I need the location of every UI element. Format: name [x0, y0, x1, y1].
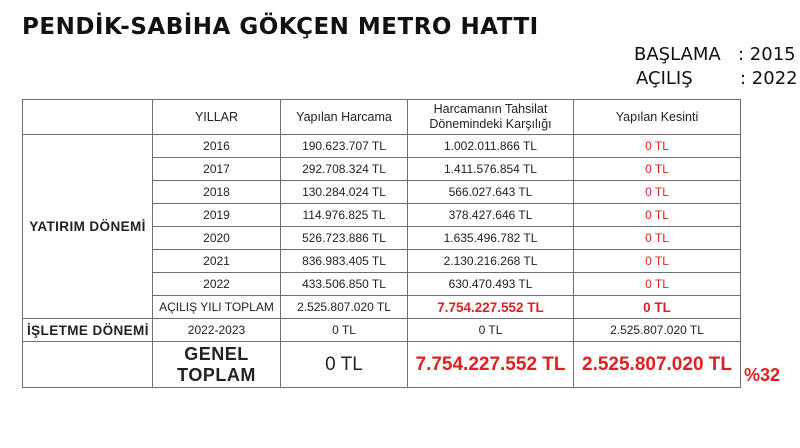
investment-period-label: YATIRIM DÖNEMİ [23, 135, 153, 319]
spending-cell: 526.723.886 TL [281, 227, 408, 250]
opening-total-collection: 7.754.227.552 TL [408, 296, 574, 319]
spending-cell: 836.983.405 TL [281, 250, 408, 273]
collection-cell: 2.130.216.268 TL [408, 250, 574, 273]
grand-total-collection: 7.754.227.552 TL [408, 342, 574, 388]
opening-total-label: AÇILIŞ YILI TOPLAM [153, 296, 281, 319]
year-cell: 2020 [153, 227, 281, 250]
header-years: YILLAR [153, 100, 281, 135]
deduction-cell: 0 TL [574, 273, 741, 296]
operation-deduction: 2.525.807.020 TL [574, 319, 741, 342]
year-cell: 2018 [153, 181, 281, 204]
page-title: PENDİK-SABİHA GÖKÇEN METRO HATTI [22, 14, 539, 40]
header-spending: Yapılan Harcama [281, 100, 408, 135]
collection-cell: 378.427.646 TL [408, 204, 574, 227]
opening-year [636, 68, 798, 89]
operation-period-label: İŞLETME DÖNEMİ [23, 319, 153, 342]
deduction-cell: 0 TL [574, 204, 741, 227]
header-empty-cell [23, 100, 153, 135]
year-cell: 2022 [153, 273, 281, 296]
deduction-cell: 0 TL [574, 227, 741, 250]
grand-total-empty-cell [23, 342, 153, 388]
deduction-cell: 0 TL [574, 250, 741, 273]
grand-total-row [23, 342, 741, 388]
grand-total-deduction: 2.525.807.020 TL [574, 342, 741, 388]
deduction-cell: 0 TL [574, 181, 741, 204]
grand-total-label-line1: GENEL [184, 343, 249, 364]
collection-cell: 1.002.011.866 TL [408, 135, 574, 158]
operation-row [23, 319, 741, 342]
start-value: : 2015 [738, 44, 796, 65]
spending-cell: 433.506.850 TL [281, 273, 408, 296]
collection-cell: 1.411.576.854 TL [408, 158, 574, 181]
metro-cost-table [22, 99, 741, 388]
spending-cell: 190.623.707 TL [281, 135, 408, 158]
opening-total-deduction: 0 TL [574, 296, 741, 319]
header-collection-line1: Harcamanın Tahsilat [433, 102, 548, 116]
header-collection [408, 100, 574, 135]
deduction-cell: 0 TL [574, 158, 741, 181]
header-deduction: Yapılan Kesinti [574, 100, 741, 135]
year-cell: 2016 [153, 135, 281, 158]
year-cell: 2019 [153, 204, 281, 227]
start-label: BAŞLAMA [634, 44, 721, 65]
opening-value: : 2022 [740, 68, 798, 89]
deduction-percent: %32 [744, 365, 781, 385]
spending-cell: 292.708.324 TL [281, 158, 408, 181]
opening-label: AÇILIŞ [636, 68, 693, 89]
operation-collection: 0 TL [408, 319, 574, 342]
table-row [23, 135, 741, 158]
collection-cell: 566.027.643 TL [408, 181, 574, 204]
deduction-cell: 0 TL [574, 135, 741, 158]
spending-cell: 130.284.024 TL [281, 181, 408, 204]
collection-cell: 630.470.493 TL [408, 273, 574, 296]
header-row [23, 100, 741, 135]
header-collection-line2: Dönemindeki Karşılığı [429, 117, 552, 131]
spending-cell: 114.976.825 TL [281, 204, 408, 227]
operation-period: 2022-2023 [153, 319, 281, 342]
grand-total-label-line2: TOPLAM [177, 364, 256, 385]
start-year [634, 44, 796, 65]
operation-spending: 0 TL [281, 319, 408, 342]
opening-total-spending: 2.525.807.020 TL [281, 296, 408, 319]
collection-cell: 1.635.496.782 TL [408, 227, 574, 250]
grand-total-label [153, 342, 281, 388]
year-cell: 2017 [153, 158, 281, 181]
year-cell: 2021 [153, 250, 281, 273]
grand-total-spending: 0 TL [281, 342, 408, 388]
